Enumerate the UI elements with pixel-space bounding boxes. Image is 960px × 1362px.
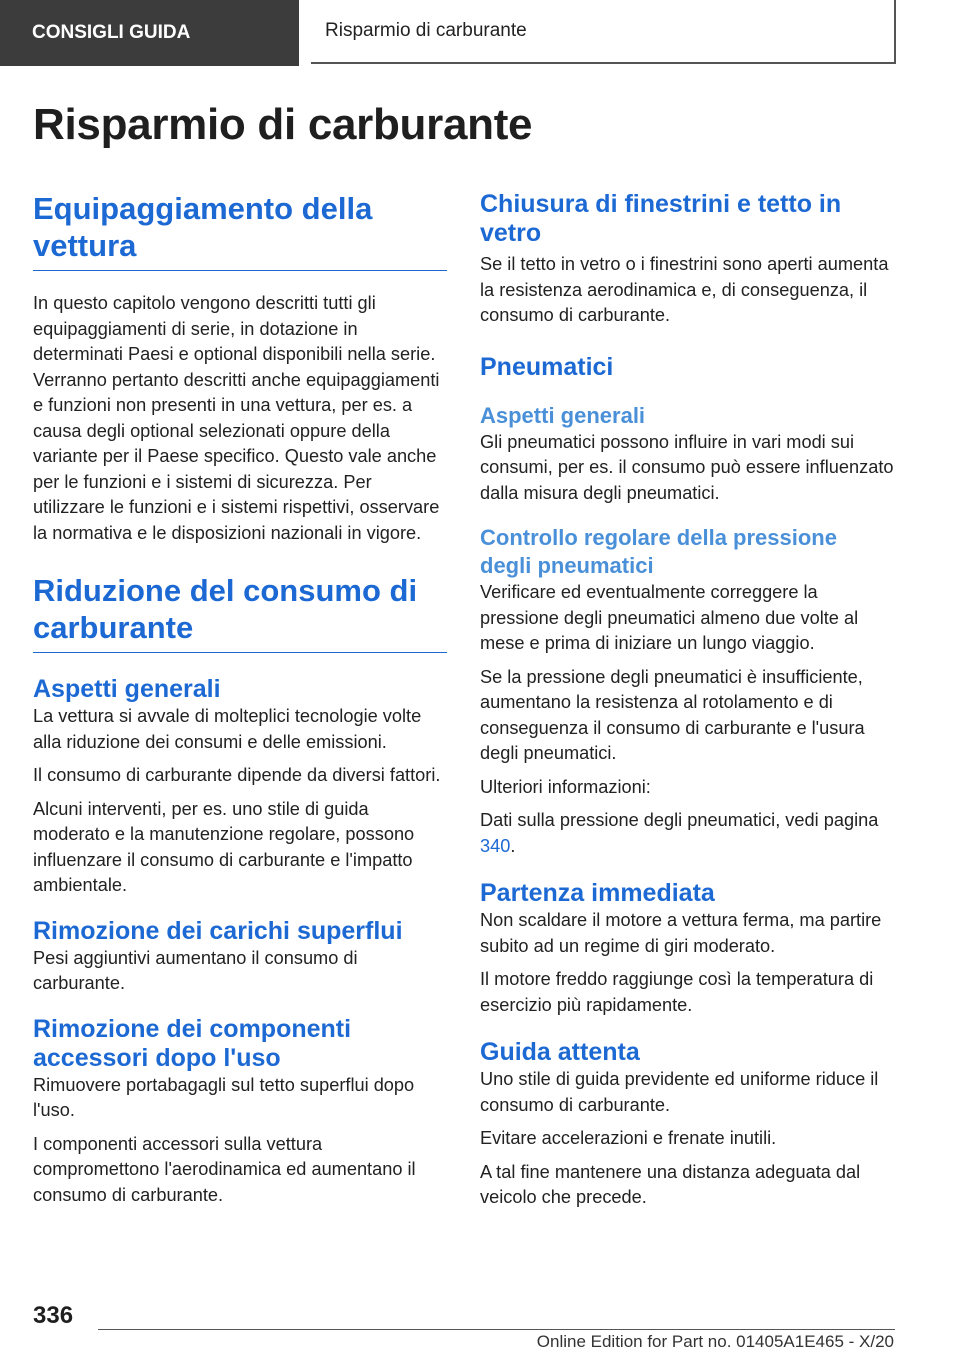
equipment-heading: Equipaggiamento della vettura	[33, 190, 447, 271]
pressure-paragraph-4	[480, 808, 894, 859]
footer-divider	[98, 1329, 895, 1330]
careful-heading: Guida attenta	[480, 1038, 640, 1066]
tyres-general-heading: Aspetti generali	[480, 402, 646, 428]
windows-heading: Chiusura di finestrini e tetto in vetro	[480, 190, 842, 247]
general-paragraph-1: La vettura si avvale di molteplici tecnologie volte alla riduzione dei consumi e delle emissioni.	[33, 706, 422, 752]
right-column	[480, 190, 894, 1219]
pressure-paragraph-1: Verificare ed eventualmente correggere la pressione degli pneumatici almeno due volte al mese e prima di iniziare un lungo viaggio.	[480, 582, 859, 653]
accessories-paragraph-1: Rimuovere portabagagli sul tetto superflui dopo l'uso.	[33, 1074, 415, 1120]
topic-label: Risparmio di carburante	[325, 20, 527, 41]
tyres-heading: Pneumatici	[480, 352, 614, 381]
page-title: Risparmio di carburante	[33, 100, 533, 149]
pressure-ref-end: .	[510, 835, 516, 856]
accessories-heading: Rimozione dei componenti accessori dopo l'uso	[33, 1014, 352, 1072]
windows-paragraph: Se il tetto in vetro o i finestrini sono aperti aumenta la resistenza aerodinamica e, di conseguenza, il consumo di carburante.	[480, 254, 889, 325]
section-tab	[0, 0, 299, 66]
loads-paragraph: Pesi aggiuntivi aumentano il consumo di carburante.	[33, 947, 358, 993]
general-paragraph-3: Alcuni interventi, per es. uno stile di guida moderato e la manutenzione regolare, possono influenzare il consumo di carburante e l'impatto ambientale.	[33, 798, 415, 895]
careful-paragraph-2: Evitare accelerazioni e frenate inutili.	[480, 1128, 777, 1148]
pressure-paragraph-2: Se la pressione degli pneumatici è insufficiente, aumentano la resistenza al rotolamento e di conseguenza il consumo di carburante e l'usura degli pneumatici.	[480, 666, 865, 763]
general-paragraph-2: Il consumo di carburante dipende da diversi fattori.	[33, 765, 441, 785]
start-paragraph-1: Non scaldare il motore a vettura ferma, ma partire subito ad un regime di giri moderato.	[480, 910, 882, 956]
careful-paragraph-3: A tal fine mantenere una distanza adeguata dal veicolo che precede.	[480, 1161, 861, 1207]
edition-text: Online Edition for Part no. 01405A1E465 - X/20	[536, 1332, 894, 1351]
reduction-heading: Riduzione del consumo di carburante	[33, 572, 447, 653]
loads-heading: Rimozione dei carichi superflui	[33, 916, 403, 945]
tyres-general-paragraph: Gli pneumatici possono influire in vari modi sui consumi, per es. il consumo può essere influenzato dalla misura degli pneumatici.	[480, 431, 894, 503]
accessories-paragraph-2: I componenti accessori sulla vettura compromettono l'aerodinamica ed aumentano il consumo di carburante.	[33, 1133, 416, 1205]
page-header	[0, 0, 960, 66]
careful-paragraph-1: Uno stile di guida previdente ed uniforme riduce il consumo di carburante.	[480, 1069, 879, 1115]
equipment-text: In questo capitolo vengono descritti tutti gli equipaggiamenti di serie, in dotazione in determinati Paesi e optional disponibili nella serie. Verranno pertanto descritti anche equipaggiamenti e funzioni non presenti in una vettura, per es. a causa degli optional selezionati oppure della variante per il Paese specifico. Questo vale anche per le funzioni e i sistemi di sicurezza. Per utilizzare le funzioni e i sistemi rispettivi, osservare la normativa e le disposizioni nazionali in vigore.	[33, 293, 440, 543]
section-label: CONSIGLI GUIDA	[32, 22, 191, 43]
start-paragraph-2: Il motore freddo raggiunge così la temperatura di esercizio più rapidamente.	[480, 969, 874, 1015]
topic-tab	[311, 0, 896, 64]
page-link-340[interactable]: 340	[480, 835, 511, 856]
general-heading: Aspetti generali	[33, 675, 221, 703]
left-column	[33, 190, 447, 1216]
pressure-paragraph-3: Ulteriori informazioni:	[480, 776, 651, 797]
start-heading: Partenza immediata	[480, 879, 715, 907]
pressure-ref-text: Dati sulla pressione degli pneumatici, vedi pagina	[480, 810, 879, 830]
pressure-heading: Controllo regolare della pressione degli pneumatici	[480, 525, 837, 578]
page-number: 336	[33, 1302, 74, 1329]
